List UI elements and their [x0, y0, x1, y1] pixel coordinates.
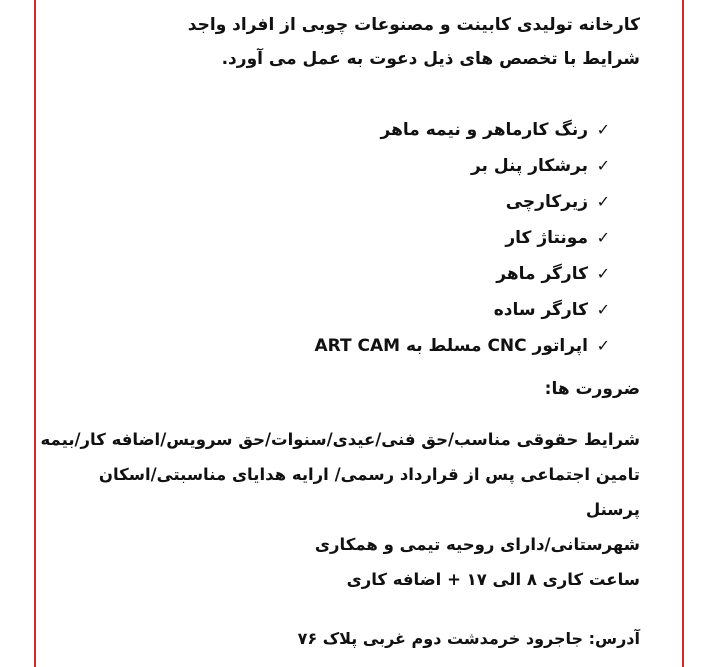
- intro-paragraph: [40, 8, 640, 76]
- check-icon: ✓: [596, 336, 610, 355]
- right-border-line: [682, 0, 684, 667]
- requirements-line-2: تامین اجتماعی پس از قرارداد رسمی/ ارایه هدایای مناسبتی/اسکان پرسنل: [98, 465, 640, 519]
- position-label: کارگر ماهر: [496, 264, 588, 284]
- requirements-line-3: شهرستانی/دارای روحیه تیمی و همکاری: [314, 535, 640, 554]
- position-item: [314, 256, 610, 292]
- position-item: [314, 220, 610, 256]
- requirements-title: ضرورت ها:: [544, 379, 640, 399]
- position-label: برشکار پنل بر: [470, 156, 588, 176]
- position-label: اپراتور CNC مسلط به ART CAM: [314, 336, 588, 356]
- intro-line-2: شرایط با تخصص های ذیل دعوت به عمل می آورد.: [221, 49, 640, 69]
- check-icon: ✓: [596, 120, 610, 139]
- position-item: [314, 148, 610, 184]
- position-label: رنگ کارماهر و نیمه ماهر: [380, 120, 588, 140]
- check-icon: ✓: [596, 192, 610, 211]
- left-border-line: [34, 0, 36, 667]
- requirements-line-1: شرایط حقوقی مناسب/حق فنی/عیدی/سنوات/حق سرویس/اضافه کار/بیمه: [40, 430, 640, 449]
- intro-line-1: کارخانه تولیدی کابینت و مصنوعات چوبی از افراد واجد: [187, 15, 640, 35]
- position-item: [314, 184, 610, 220]
- job-ad-document: [40, 0, 640, 667]
- positions-list: [314, 112, 610, 364]
- position-item: [314, 112, 610, 148]
- requirements-paragraph: [40, 422, 640, 597]
- address-line: آدرس: جاجرود خرمدشت دوم غربی پلاک ۷۶: [297, 629, 640, 648]
- check-icon: ✓: [596, 228, 610, 247]
- check-icon: ✓: [596, 300, 610, 319]
- work-hours-line: ساعت کاری ۸ الی ۱۷ + اضافه کاری: [346, 570, 640, 589]
- check-icon: ✓: [596, 156, 610, 175]
- position-item: [314, 292, 610, 328]
- position-label: زیرکارچی: [505, 192, 588, 212]
- position-label: کارگر ساده: [493, 300, 588, 320]
- check-icon: ✓: [596, 264, 610, 283]
- position-label: مونتاژ کار: [505, 228, 588, 248]
- position-item: [314, 328, 610, 364]
